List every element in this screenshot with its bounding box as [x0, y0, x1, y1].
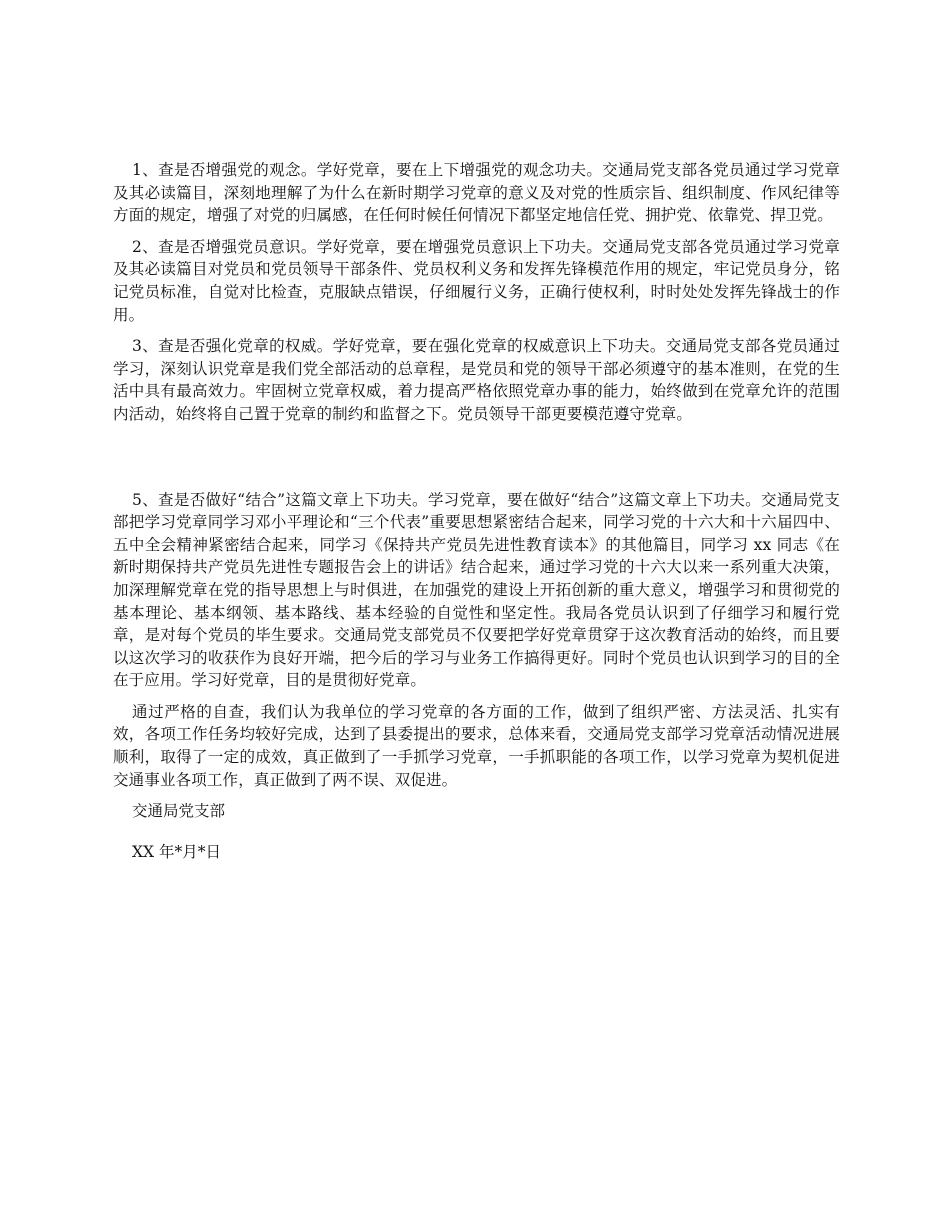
- signature-organization: 交通局党支部: [132, 802, 226, 821]
- signature-date: XX 年*月*日: [132, 842, 221, 861]
- paragraph-2: 2、查是否增强党员意识。学好党章，要在增强党员意识上下功夫。交通局党支部各党员通过学习党章及其必读篇目对党员和党员领导干部条件、党员权利义务和发挥先锋模范作用的规定，牢记党员身分，铭记党员标准，自觉对比检查，克服缺点错误，仔细履行义务，正确行使权利，时时处处发挥先锋战士的作用。: [113, 237, 840, 324]
- document-body: [113, 159, 840, 881]
- paragraph-1: 1、查是否增强党的观念。学好党章，要在上下增强党的观念功夫。交通局党支部各党员通过学习党章及其必读篇目，深刻地理解了为什么在新时期学习党章的意义及对党的性质宗旨、组织制度、作风纪律等方面的规定，增强了对党的归属感，在任何时候任何情况下都坚定地信任党、拥护党、依靠党、捍卫党。: [113, 161, 840, 225]
- blank-gap: [113, 435, 840, 489]
- paragraph-conclusion: 通过严格的自查，我们认为我单位的学习党章的各方面的工作，做到了组织严密、方法灵活、扎实有效，各项工作任务均较好完成，达到了县委提出的要求，总体来看，交通局党支部学习党章活动情况进展顺利，取得了一定的成效，真正做到了一手抓学习党章，一手抓职能的各项工作，以学习党章为契机促进交通事业各项工作，真正做到了两不误、双促进。: [113, 702, 840, 789]
- paragraph-5: 5、查是否做好“结合”这篇文章上下功夫。学习党章，要在做好“结合”这篇文章上下功夫。交通局党支部把学习党章同学习邓小平理论和“三个代表”重要思想紧密结合起来，同学习党的十六大和十六届四中、五中全会精神紧密结合起来，同学习《保持共产党员先进性教育读本》的其他篇目，同学习 xx 同志《在新时期保持共产党员先进性专题报告会上的讲话》结合起来，通过学习党的十六大以来一系列重大决策，加深理解党章在党的指导思想上与时俱进，在加强党的建设上开拓创新的重大意义，增强学习和贯彻党的基本理论、基本纲领、基本路线、基本经验的自觉性和坚定性。我局各党员认识到了仔细学习和履行党章，是对每个党员的毕生要求。交通局党支部党员不仅要把学好党章贯穿于这次教育活动的始终，而且要以这次学习的收获作为良好开端，把今后的学习与业务工作搞得更好。同时个党员也认识到学习的目的全在于应用。学习好党章，目的是贯彻好党章。: [113, 490, 840, 690]
- paragraph-3: 3、查是否强化党章的权威。学好党章，要在强化党章的权威意识上下功夫。交通局党支部各党员通过学习，深刻认识党章是我们党全部活动的总章程，是党员和党的领导干部必须遵守的基本准则，在党的生活中具有最高效力。牢固树立党章权威，着力提高严格依照党章办事的能力，始终做到在党章允许的范围内活动，始终将自己置于党章的制约和监督之下。党员领导干部更要模范遵守党章。: [113, 337, 840, 423]
